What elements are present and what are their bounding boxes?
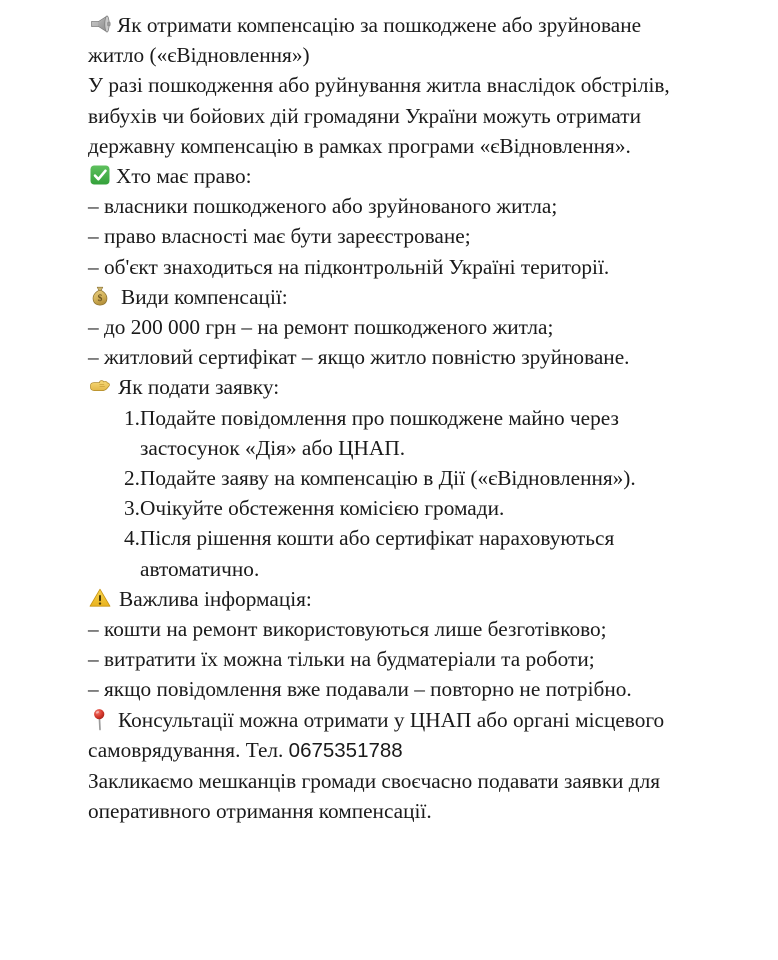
eligibility-heading [88, 161, 692, 191]
eligibility-item: – право власності має бути зареєстроване; [88, 224, 471, 249]
compensation-heading [88, 282, 692, 312]
list-item: Після рішення кошти або сертифікат нараховуються автоматично. [140, 526, 615, 581]
title-text: Як отримати компенсацію за пошкоджене або зруйноване житло («єВідновлення») [88, 13, 642, 68]
eligibility-heading-text: Хто має право: [116, 164, 252, 189]
phone-number[interactable]: 0675351788 [288, 738, 403, 762]
list-item: Очікуйте обстеження комісією громади. [140, 496, 505, 521]
closing-paragraph: Закликаємо мешканців громади своєчасно подавати заявки для оперативного отримання компенсації. [88, 769, 661, 824]
important-info-item: – якщо повідомлення вже подавали – повторно не потрібно. [88, 677, 632, 702]
list-item: Подайте заяву на компенсацію в Дії («єВідновлення»). [140, 466, 636, 491]
consultation-paragraph [88, 705, 692, 766]
important-info-item: – витратити їх можна тільки на будматеріали та роботи; [88, 647, 595, 672]
round-pushpin-icon [88, 707, 110, 731]
pointing-finger-icon [88, 374, 112, 398]
important-info-item: – кошти на ремонт використовуються лише безготівково; [88, 617, 607, 642]
how-to-apply-heading [88, 372, 692, 402]
eligibility-item: – об'єкт знаходиться на підконтрольній Україні території. [88, 254, 610, 279]
white-check-mark-icon [88, 163, 112, 187]
warning-triangle-icon [88, 586, 112, 610]
consultation-text: Консультації можна отримати у ЦНАП або органі місцевого самоврядування. Тел. [88, 707, 665, 762]
apply-steps-list [88, 403, 692, 584]
important-info-heading [88, 584, 692, 614]
eligibility-item: – власники пошкодженого або зруйнованого житла; [88, 194, 558, 219]
money-bag-icon [88, 284, 112, 308]
list-item: Подайте повідомлення про пошкоджене майно через застосунок «Дія» або ЦНАП. [140, 405, 619, 460]
how-to-apply-heading-text: Як подати заявку: [118, 375, 280, 400]
intro-paragraph: У разі пошкодження або руйнування житла внаслідок обстрілів, вибухів чи бойових дій громадяни України можуть отримати державну компенсацію в рамках програми «єВідновлення». [88, 73, 670, 158]
important-info-heading-text: Важлива інформація: [119, 586, 312, 611]
svg-text:$: $ [97, 294, 103, 305]
compensation-heading-text: Види компенсації: [121, 284, 288, 309]
loudspeaker-icon [88, 12, 112, 36]
compensation-item: – житловий сертифікат – якщо житло повністю зруйноване. [88, 345, 630, 370]
compensation-item: – до 200 000 грн – на ремонт пошкодженого житла; [88, 315, 554, 340]
title-paragraph [88, 10, 692, 70]
